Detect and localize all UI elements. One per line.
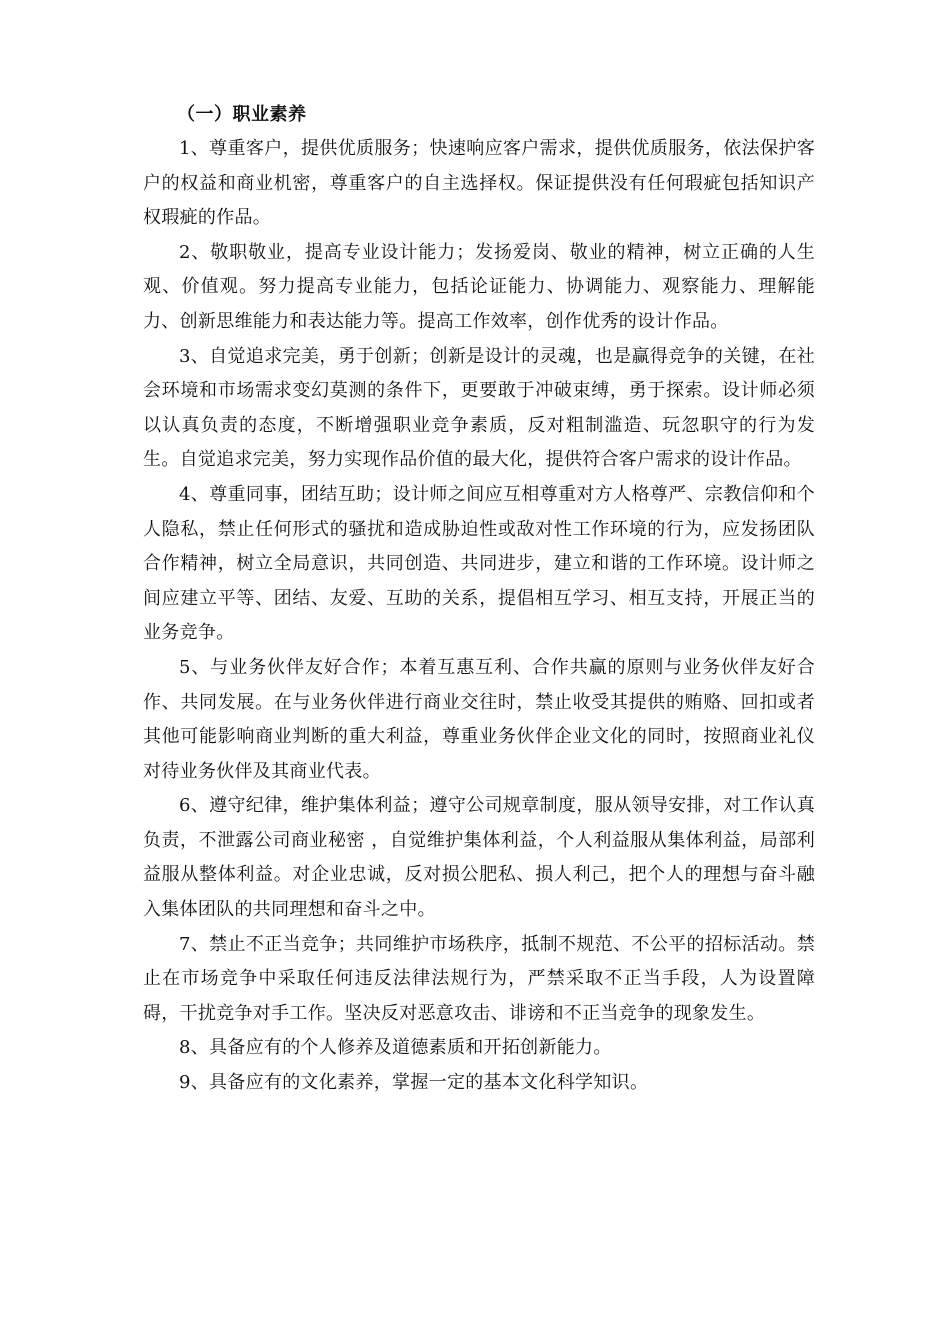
paragraph-8: 8、具备应有的个人修养及道德素质和开拓创新能力。	[179, 1037, 612, 1059]
paragraph-1: 1、尊重客户，提供优质服务；快速响应客户需求，提供优质服务，依法保护客户的权益和商业机密，尊重客户的自主选择权。保证提供没有任何瑕疵包括知识产权瑕疵的作品。	[143, 138, 815, 229]
section-title: （一）职业素养	[177, 104, 307, 125]
paragraph-5: 5、与业务伙伴友好合作；本着互惠互利、合作共赢的原则与业务伙伴友好合作、共同发展。在与业务伙伴进行商业交往时，禁止收受其提供的贿赂、回扣或者其他可能影响商业判断的重大利益，尊重业务伙伴企业文化的同时，按照商业礼仪对待业务伙伴及其商业代表。	[143, 656, 815, 782]
paragraph-7: 7、禁止不正当竞争；共同维护市场秩序，抵制不规范、不公平的招标活动。禁止在市场竞争中采取任何违反法律法规行为，严禁采取不正当手段，人为设置障碍，干扰竞争对手工作。坚决反对恶意攻击、诽谤和不正当竞争的现象发生。	[143, 933, 815, 1024]
paragraph-9: 9、具备应有的文化素养，掌握一定的基本文化科学知识。	[179, 1072, 649, 1094]
paragraph-3: 3、自觉追求完美，勇于创新；创新是设计的灵魂，也是赢得竞争的关键，在社会环境和市场需求变幻莫测的条件下，更要敢于冲破束缚，勇于探索。设计师必须以认真负责的态度，不断增强职业竞争素质，反对粗制滥造、玩忽职守的行为发生。自觉追求完美，努力实现作品价值的最大化，提供符合客户需求的设计作品。	[143, 345, 815, 471]
paragraph-2: 2、敬职敬业，提高专业设计能力；发扬爱岗、敬业的精神，树立正确的人生观、价值观。努力提高专业能力，包括论证能力、协调能力、观察能力、理解能力、创新思维能力和表达能力等。提高工作效率，创作优秀的设计作品。	[143, 241, 815, 332]
paragraph-6: 6、遵守纪律，维护集体利益；遵守公司规章制度，服从领导安排，对工作认真负责，不泄露公司商业秘密 ，自觉维护集体利益，个人利益服从集体利益，局部利益服从整体利益。对企业忠诚，反对损公肥私、损人利己，把个人的理想与奋斗融入集体团队的共同理想和奋斗之中。	[143, 795, 815, 921]
document-body	[143, 98, 815, 1101]
paragraph-4: 4、尊重同事，团结互助；设计师之间应互相尊重对方人格尊严、宗教信仰和个人隐私，禁止任何形式的骚扰和造成胁迫性或敌对性工作环境的行为，应发扬团队合作精神，树立全局意识，共同创造、共同进步，建立和谐的工作环境。设计师之间应建立平等、团结、友爱、互助的关系，提倡相互学习、相互支持，开展正当的业务竞争。	[143, 483, 815, 644]
